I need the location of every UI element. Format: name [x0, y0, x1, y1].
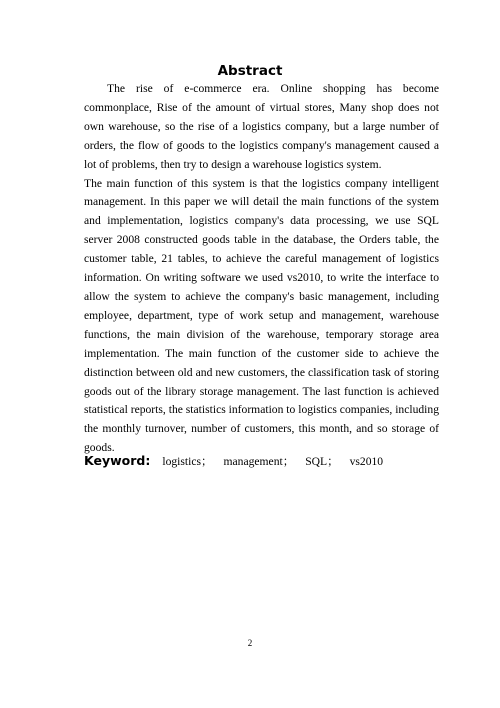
abstract-body	[84, 80, 439, 458]
keywords-values: logistics； management； SQL； vs2010	[162, 455, 384, 468]
abstract-paragraph-2: The main function of this system is that the logistics company intelligent management. In this paper we will detail the main functions of the system and implementation, logistics company's data processing, we use SQL server 2008 constructed goods table in the database, the Orders table, the customer table, 21 tables, to achieve the careful management of logistics information. On writing software we used vs2010, to write the interface to allow the system to achieve the company's basic management, including employee, department, type of work setup and management, warehouse functions, the main division of the warehouse, temporary storage area implementation. The main function of the customer side to achieve the distinction between old and new customers, the classification task of storing goods out of the library storage management. The last function is achieved statistical reports, the statistics information to logistics companies, including the monthly turnover, number of customers, this month, and so storage of goods.	[84, 176, 439, 455]
page-number: 2	[247, 638, 253, 648]
abstract-paragraph-1: The rise of e-commerce era. Online shopping has become commonplace, Rise of the amount of virtual stores, Many shop does not own warehouse, so the rise of a logistics company, but a large number of orders, the flow of goods to the logistics company's management caused a lot of problems, then try to design a warehouse logistics system.	[84, 82, 439, 171]
abstract-title: Abstract	[217, 63, 283, 79]
keywords-line	[84, 452, 444, 471]
keywords-label: Keyword:	[84, 453, 151, 468]
